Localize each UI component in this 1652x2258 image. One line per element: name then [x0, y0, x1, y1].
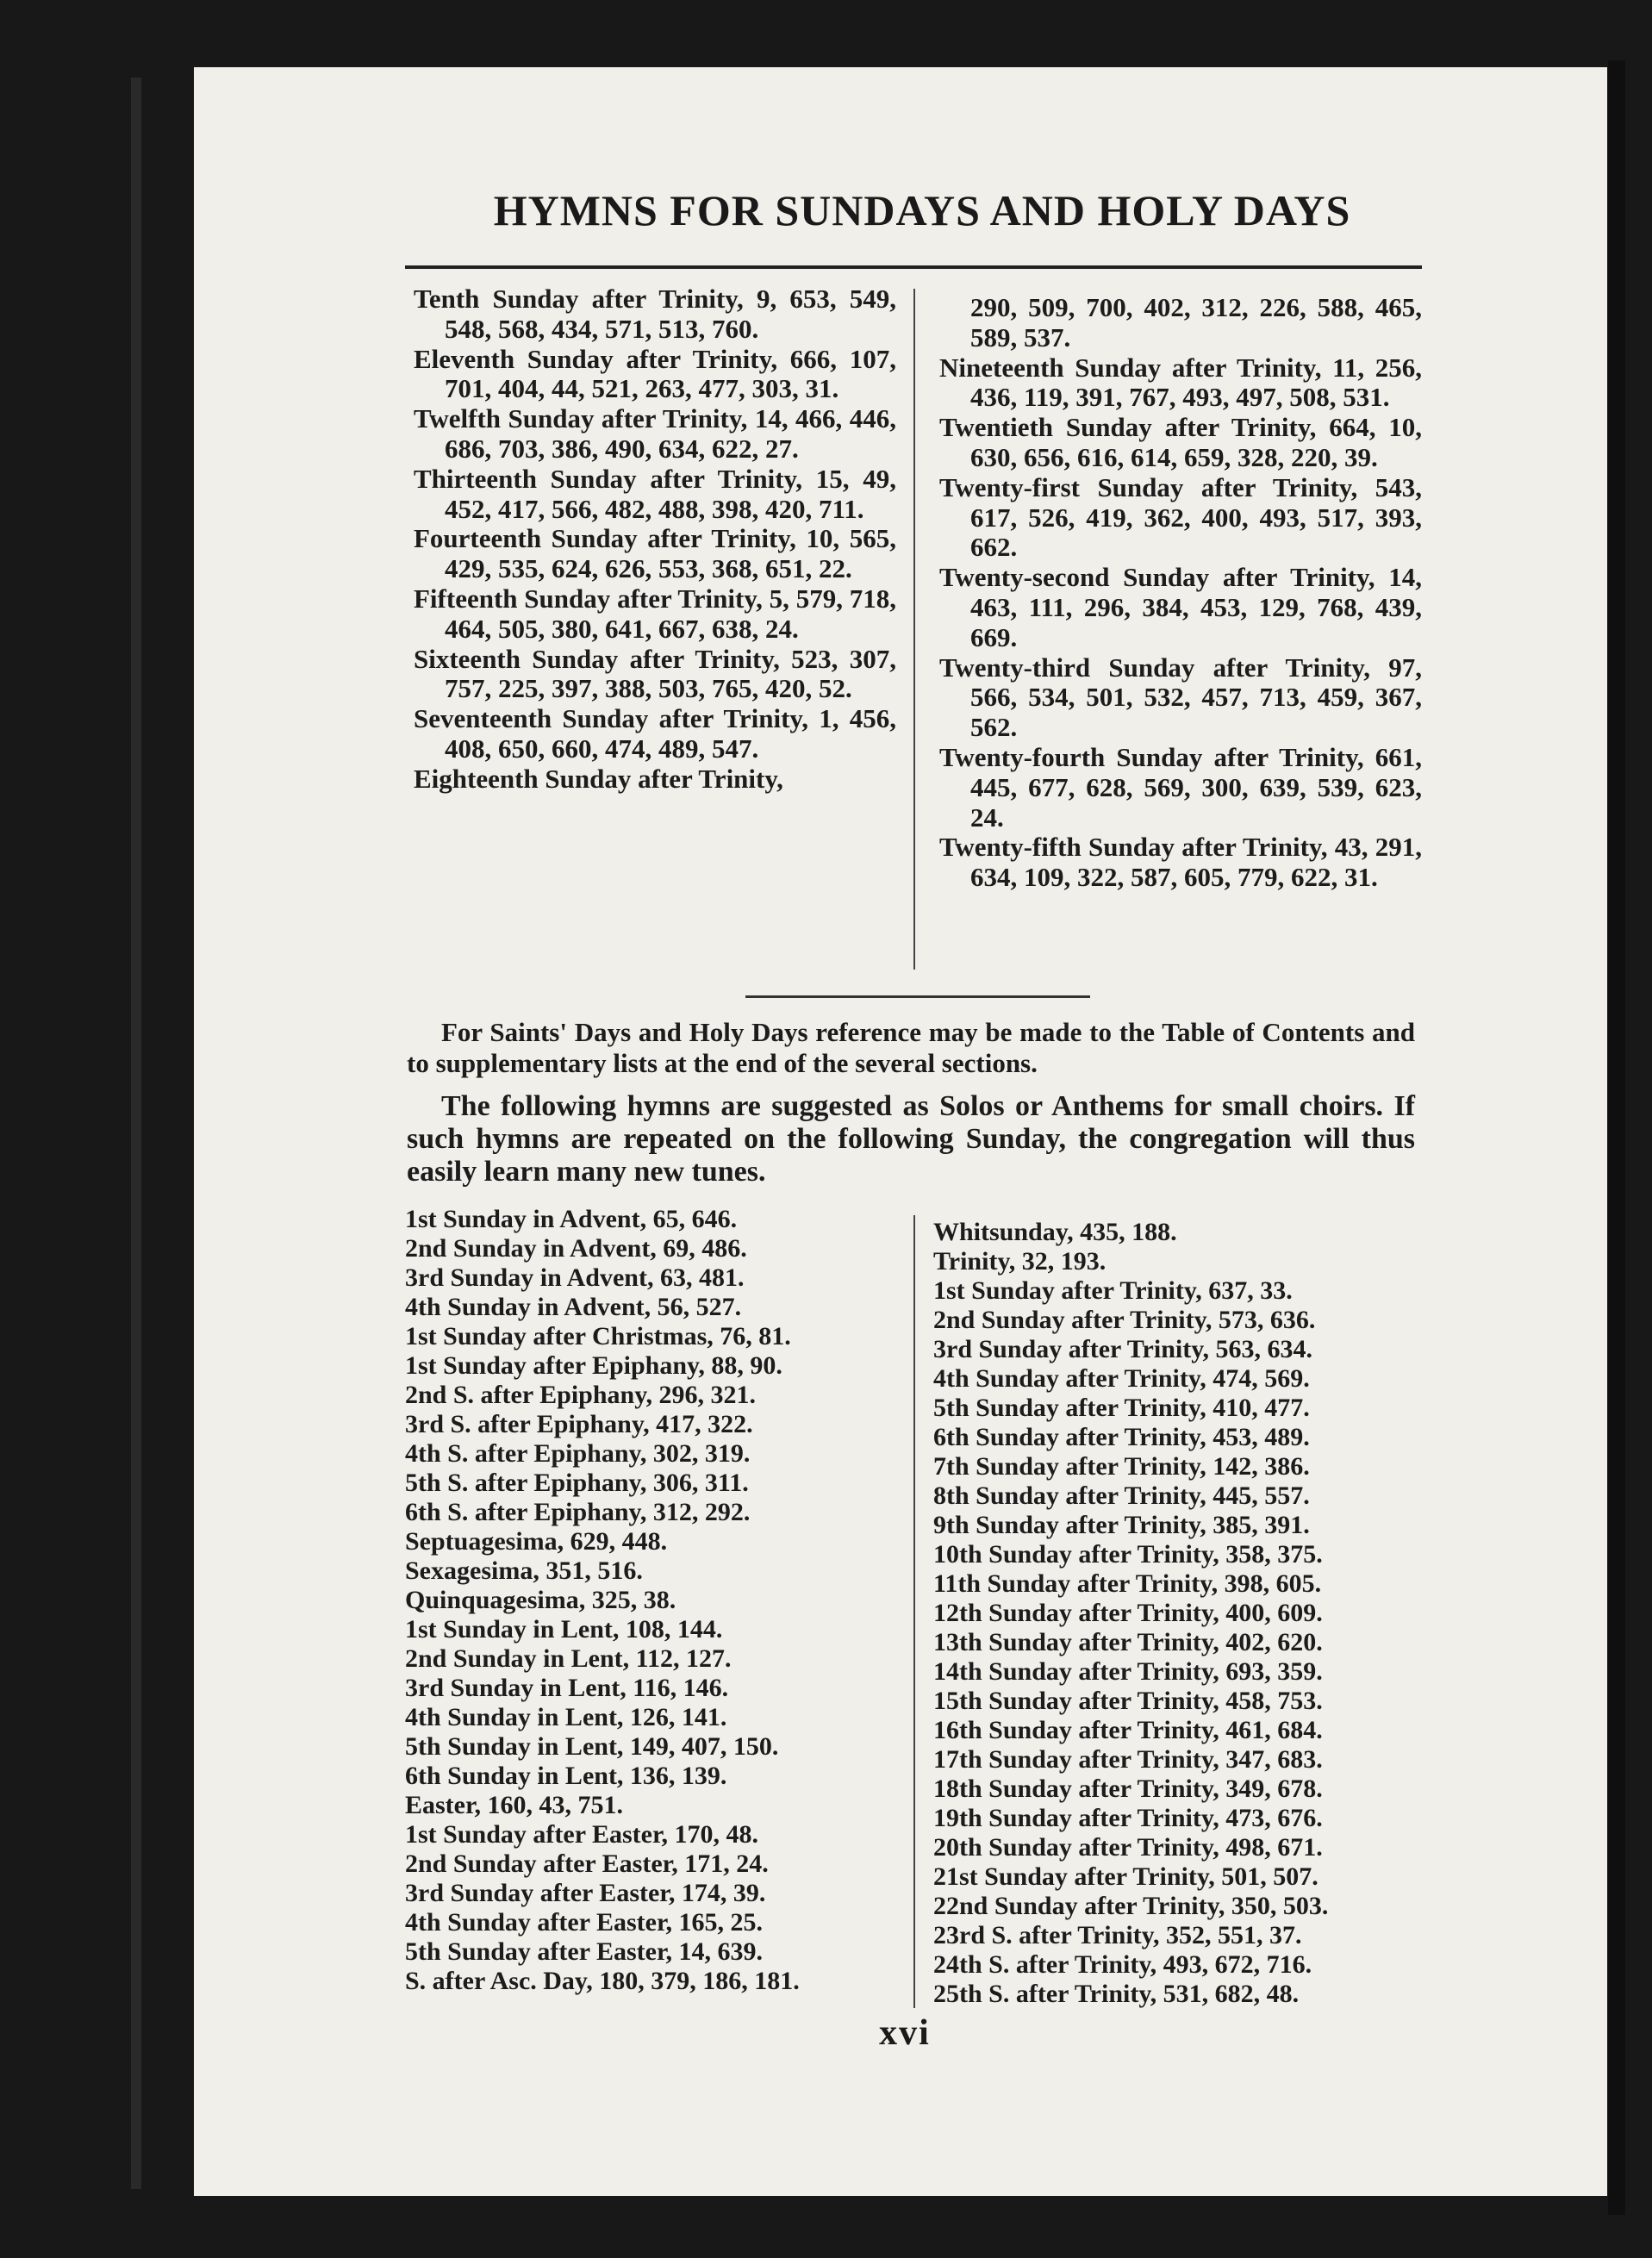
solo-list-item: 11th Sunday after Trinity, 398, 605.	[933, 1569, 1322, 1598]
solo-list-item: 19th Sunday after Trinity, 473, 676.	[933, 1804, 1323, 1832]
hymn-entry: 290, 509, 700, 402, 312, 226, 588, 465, 589, 537.	[970, 292, 1422, 352]
hymn-entry: Seventeenth Sunday after Trinity, 1, 456, 408, 650, 660, 474, 489, 547.	[414, 703, 896, 764]
solo-list-item: 1st Sunday after Epiphany, 88, 90.	[405, 1351, 782, 1380]
solo-list-item: Sexagesima, 351, 516.	[405, 1556, 643, 1585]
solo-list-item: Septuagesima, 629, 448.	[405, 1527, 668, 1556]
solo-list-item: 3rd Sunday after Easter, 174, 39.	[405, 1879, 766, 1907]
solo-list-item: 18th Sunday after Trinity, 349, 678.	[933, 1775, 1323, 1803]
top-right-column	[939, 293, 1422, 893]
hymn-entry: Twenty-fourth Sunday after Trinity, 661, 445, 677, 628, 569, 300, 639, 539, 623, 24.	[939, 741, 1422, 833]
solo-list-item: 25th S. after Trinity, 531, 682, 48.	[933, 1980, 1300, 2008]
hymn-entry: Twenty-first Sunday after Trinity, 543, 617, 526, 419, 362, 400, 493, 517, 393, 662.	[939, 471, 1422, 563]
solo-list-item: 6th S. after Epiphany, 312, 292.	[405, 1498, 751, 1526]
solo-list-item: 22nd Sunday after Trinity, 350, 503.	[933, 1892, 1329, 1920]
solo-list-item: 5th Sunday after Easter, 14, 639.	[405, 1937, 764, 1966]
solo-list-item: 7th Sunday after Trinity, 142, 386.	[933, 1452, 1310, 1481]
solo-list-item: Whitsunday, 435, 188.	[933, 1218, 1177, 1246]
solo-list-item: S. after Asc. Day, 180, 379, 186, 181.	[405, 1967, 800, 1995]
hymn-entry: Twenty-fifth Sunday after Trinity, 43, 291, 634, 109, 322, 587, 605, 779, 622, 31.	[939, 832, 1422, 893]
solo-list-item: 14th Sunday after Trinity, 693, 359.	[933, 1657, 1323, 1686]
hymn-entry: Eighteenth Sunday after Trinity,	[414, 763, 783, 794]
top-left-column	[414, 284, 896, 795]
hymn-entry: Twenty-second Sunday after Trinity, 14, 463, 111, 296, 384, 453, 129, 768, 439, 669.	[939, 562, 1422, 652]
solo-list-item: 4th Sunday after Easter, 165, 25.	[405, 1908, 764, 1937]
solo-list-item: 15th Sunday after Trinity, 458, 753.	[933, 1687, 1323, 1715]
hymn-entry: Thirteenth Sunday after Trinity, 15, 49, 452, 417, 566, 482, 488, 398, 420, 711.	[414, 463, 896, 524]
hymn-entry: Nineteenth Sunday after Trinity, 11, 256, 436, 119, 391, 767, 493, 497, 508, 531.	[939, 352, 1422, 413]
solo-list-item: Trinity, 32, 193.	[933, 1247, 1107, 1276]
solo-list-item: 20th Sunday after Trinity, 498, 671.	[933, 1833, 1323, 1862]
solo-list-item: 10th Sunday after Trinity, 358, 375.	[933, 1540, 1323, 1569]
solo-list-item: 3rd Sunday in Lent, 116, 146.	[405, 1674, 729, 1702]
solo-list-item: 5th Sunday after Trinity, 410, 477.	[933, 1394, 1310, 1422]
hymn-entry: Twelfth Sunday after Trinity, 14, 466, 446, 686, 703, 386, 490, 634, 622, 27.	[414, 403, 896, 464]
solos-list-right	[933, 1218, 1433, 2009]
solo-list-item: 6th Sunday after Trinity, 453, 489.	[933, 1423, 1310, 1451]
solo-list-item: 5th S. after Epiphany, 306, 311.	[405, 1469, 749, 1497]
hymn-entry: Fourteenth Sunday after Trinity, 10, 565, 429, 535, 624, 626, 553, 368, 651, 22.	[414, 523, 896, 584]
solo-list-item: 1st Sunday after Easter, 170, 48.	[405, 1820, 759, 1849]
hymn-entry: Twentieth Sunday after Trinity, 664, 10, 630, 656, 616, 614, 659, 328, 220, 39.	[939, 412, 1422, 472]
solo-list-item: 9th Sunday after Trinity, 385, 391.	[933, 1511, 1310, 1539]
solo-list-item: 1st Sunday in Advent, 65, 646.	[405, 1205, 738, 1233]
solo-list-item: 1st Sunday after Trinity, 637, 33.	[933, 1276, 1293, 1305]
left-binding-edge	[131, 78, 141, 2189]
solo-list-item: 2nd Sunday in Lent, 112, 127.	[405, 1644, 732, 1673]
solo-list-item: 3rd Sunday after Trinity, 563, 634.	[933, 1335, 1313, 1363]
hymn-entry: Eleventh Sunday after Trinity, 666, 107, 701, 404, 44, 521, 263, 477, 303, 31.	[414, 343, 896, 404]
solo-list-item: 2nd Sunday after Trinity, 573, 636.	[933, 1306, 1316, 1334]
solo-list-item: 6th Sunday in Lent, 136, 139.	[405, 1762, 727, 1790]
solo-list-item: 16th Sunday after Trinity, 461, 684.	[933, 1716, 1323, 1744]
solo-list-item: 3rd Sunday in Advent, 63, 481.	[405, 1263, 745, 1292]
solo-list-item: 23rd S. after Trinity, 352, 551, 37.	[933, 1921, 1302, 1949]
solo-list-item: 17th Sunday after Trinity, 347, 683.	[933, 1745, 1323, 1774]
solo-list-item: 4th Sunday after Trinity, 474, 569.	[933, 1364, 1310, 1393]
solo-list-item: 2nd S. after Epiphany, 296, 321.	[405, 1381, 757, 1409]
page-title: HYMNS FOR SUNDAYS AND HOLY DAYS	[493, 186, 1351, 234]
solo-list-item: 2nd Sunday after Easter, 171, 24.	[405, 1849, 769, 1878]
hymn-entry: Sixteenth Sunday after Trinity, 523, 307, 757, 225, 397, 388, 503, 765, 420, 52.	[414, 643, 896, 704]
hymn-entry: Tenth Sunday after Trinity, 9, 653, 549, 548, 568, 434, 571, 513, 760.	[414, 284, 896, 344]
solo-list-item: 1st Sunday in Lent, 108, 144.	[405, 1615, 723, 1644]
solo-list-item: 13th Sunday after Trinity, 402, 620.	[933, 1628, 1323, 1656]
solo-list-item: 12th Sunday after Trinity, 400, 609.	[933, 1599, 1323, 1627]
top-column-divider	[913, 289, 915, 970]
solo-list-item: 21st Sunday after Trinity, 501, 507.	[933, 1862, 1318, 1891]
solo-list-item: 4th Sunday in Lent, 126, 141.	[405, 1703, 727, 1731]
title-rule	[405, 265, 1422, 269]
solo-list-item: 8th Sunday after Trinity, 445, 557.	[933, 1481, 1310, 1510]
solo-list-item: 3rd S. after Epiphany, 417, 322.	[405, 1410, 753, 1438]
solo-list-item: Quinquagesima, 325, 38.	[405, 1586, 676, 1614]
section-rule	[745, 995, 1090, 998]
solo-list-item: Easter, 160, 43, 751.	[405, 1791, 624, 1819]
solo-list-item: 1st Sunday after Christmas, 76, 81.	[405, 1322, 791, 1350]
solo-list-item: 5th Sunday in Lent, 149, 407, 150.	[405, 1732, 779, 1761]
hymn-entry: Twenty-third Sunday after Trinity, 97, 566, 534, 501, 532, 457, 713, 459, 367, 562.	[939, 652, 1422, 743]
hymn-entry: Fifteenth Sunday after Trinity, 5, 579, 718, 464, 505, 380, 641, 667, 638, 24.	[414, 583, 896, 644]
solo-list-item: 24th S. after Trinity, 493, 672, 716.	[933, 1950, 1312, 1979]
solos-note: The following hymns are suggested as Solos or Anthems for small choirs. If such hymns are repeated on the following Sunday, the congregation will thus easily learn many new tunes.	[407, 1090, 1415, 1188]
saints-days-note: For Saints' Days and Holy Days reference may be made to the Table of Contents and to supplementary lists at the end of the several sections.	[407, 1017, 1415, 1078]
right-binding-edge	[1608, 60, 1625, 2215]
solo-list-item: 4th S. after Epiphany, 302, 319.	[405, 1439, 751, 1468]
solos-list-left	[405, 1205, 888, 1996]
list-column-divider	[913, 1215, 915, 2008]
solo-list-item: 2nd Sunday in Advent, 69, 486.	[405, 1234, 747, 1263]
solo-list-item: 4th Sunday in Advent, 56, 527.	[405, 1293, 742, 1321]
page-number: xvi	[879, 2013, 931, 2053]
